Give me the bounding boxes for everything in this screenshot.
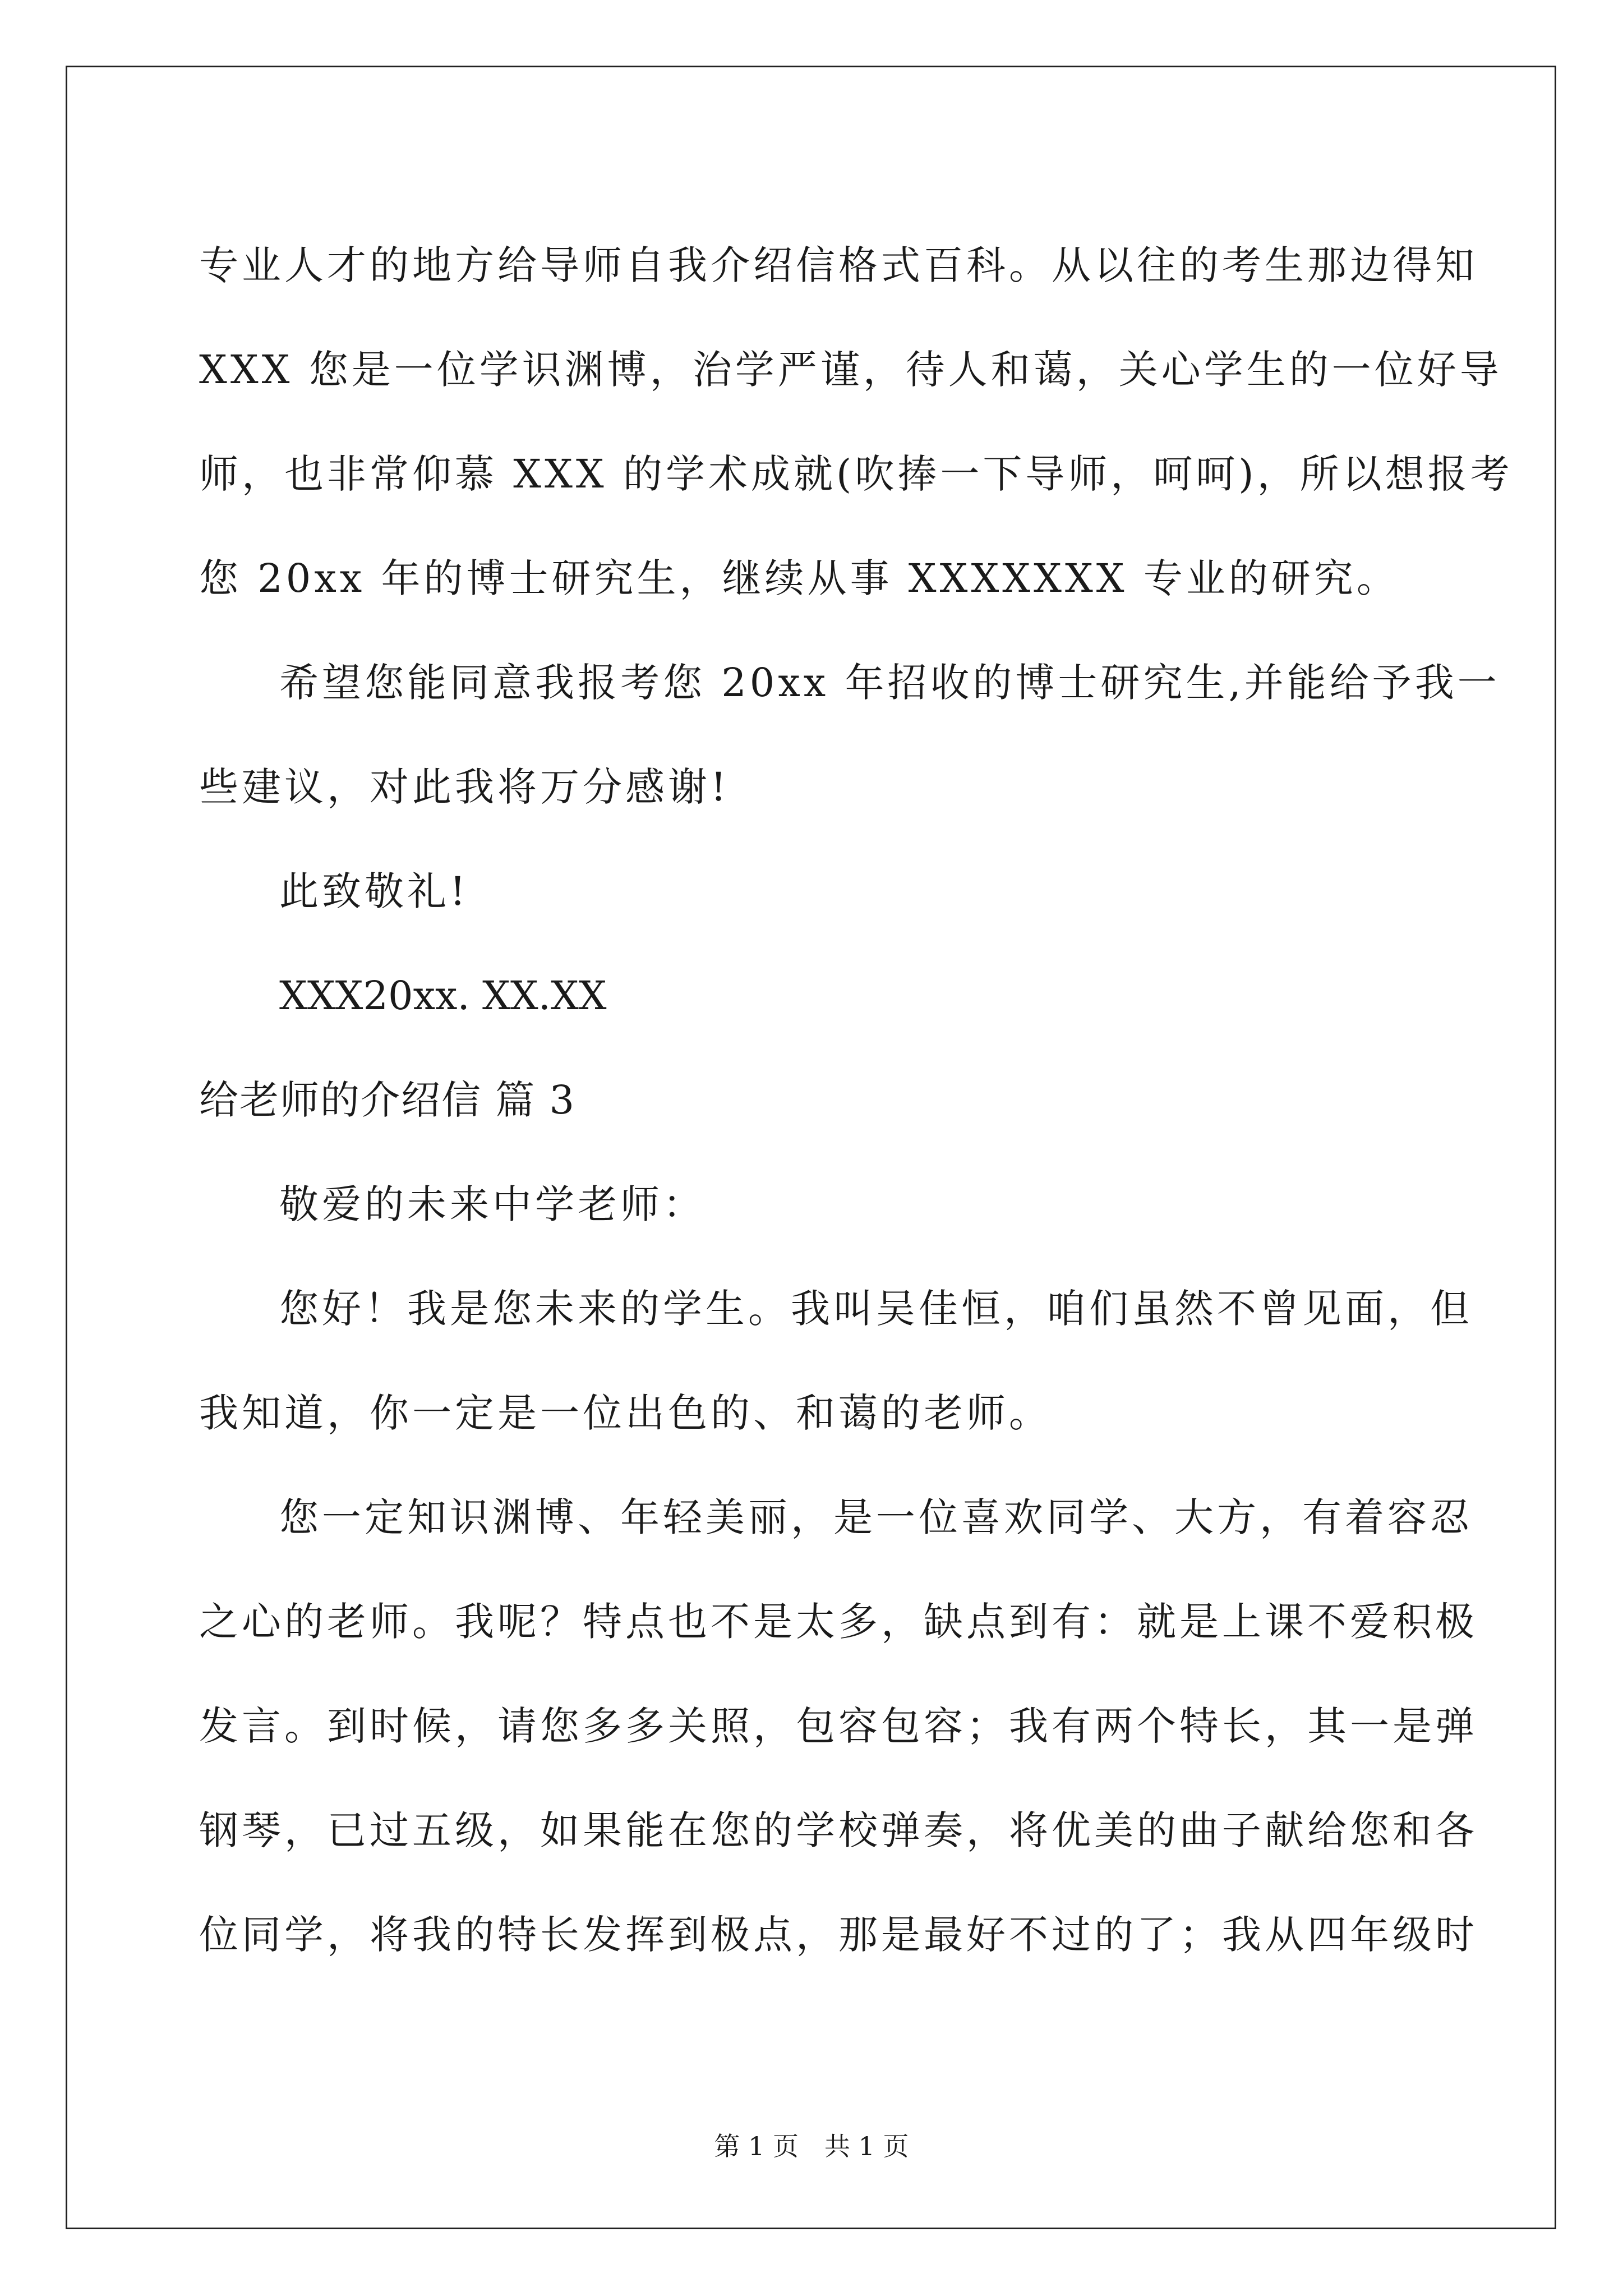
paragraph-line: 之心的老师。我呢？特点也不是太多，缺点到有：就是上课不爱积极 <box>199 1599 1478 1645</box>
document-body <box>199 213 1513 1987</box>
page-number-current: 第 1 页 <box>714 2131 799 2161</box>
signature-date: XXX20xx. XX.XX <box>279 973 607 1019</box>
paragraph-line: 您一定知识渊博、年轻美丽，是一位喜欢同学、大方，有着容忍 <box>279 1494 1473 1540</box>
paragraph-line: 位同学，将我的特长发挥到极点，那是最好不过的了；我从四年级时 <box>199 1912 1478 1958</box>
paragraph-line: 您好！我是您未来的学生。我叫吴佳恒，咱们虽然不曾见面，但 <box>279 1286 1473 1332</box>
paragraph-line: 我知道，你一定是一位出色的、和蔼的老师。 <box>199 1390 1052 1436</box>
paragraph-line: 专业人才的地方给导师自我介绍信格式百科。从以往的考生那边得知 <box>199 242 1478 288</box>
paragraph-line: 希望您能同意我报考您 20xx 年招收的博士研究生,并能给予我一 <box>279 660 1500 706</box>
page-footer <box>0 2126 1623 2163</box>
paragraph-line: 钢琴，已过五级，如果能在您的学校弹奏，将优美的曲子献给您和各 <box>199 1807 1478 1853</box>
paragraph-line: 些建议，对此我将万分感谢! <box>199 764 730 810</box>
paragraph-line: 发言。到时候，请您多多关照，包容包容；我有两个特长，其一是弹 <box>199 1703 1478 1749</box>
page-number-total: 共 1 页 <box>824 2131 909 2161</box>
letter-greeting: 敬爱的未来中学老师： <box>279 1181 706 1227</box>
paragraph-line: XXX 您是一位学识渊博，治学严谨，待人和蔼，关心学生的一位好导 <box>199 347 1502 393</box>
closing-salutation: 此致敬礼! <box>279 868 469 914</box>
paragraph-line: 师，也非常仰慕 XXX 的学术成就(吹捧一下导师，呵呵)，所以想报考 <box>199 451 1513 497</box>
section-heading: 给老师的介绍信 篇 3 <box>199 1077 576 1123</box>
paragraph-line: 您 20xx 年的博士研究生，继续从事 XXXXXXX 专业的研究。 <box>199 555 1399 601</box>
